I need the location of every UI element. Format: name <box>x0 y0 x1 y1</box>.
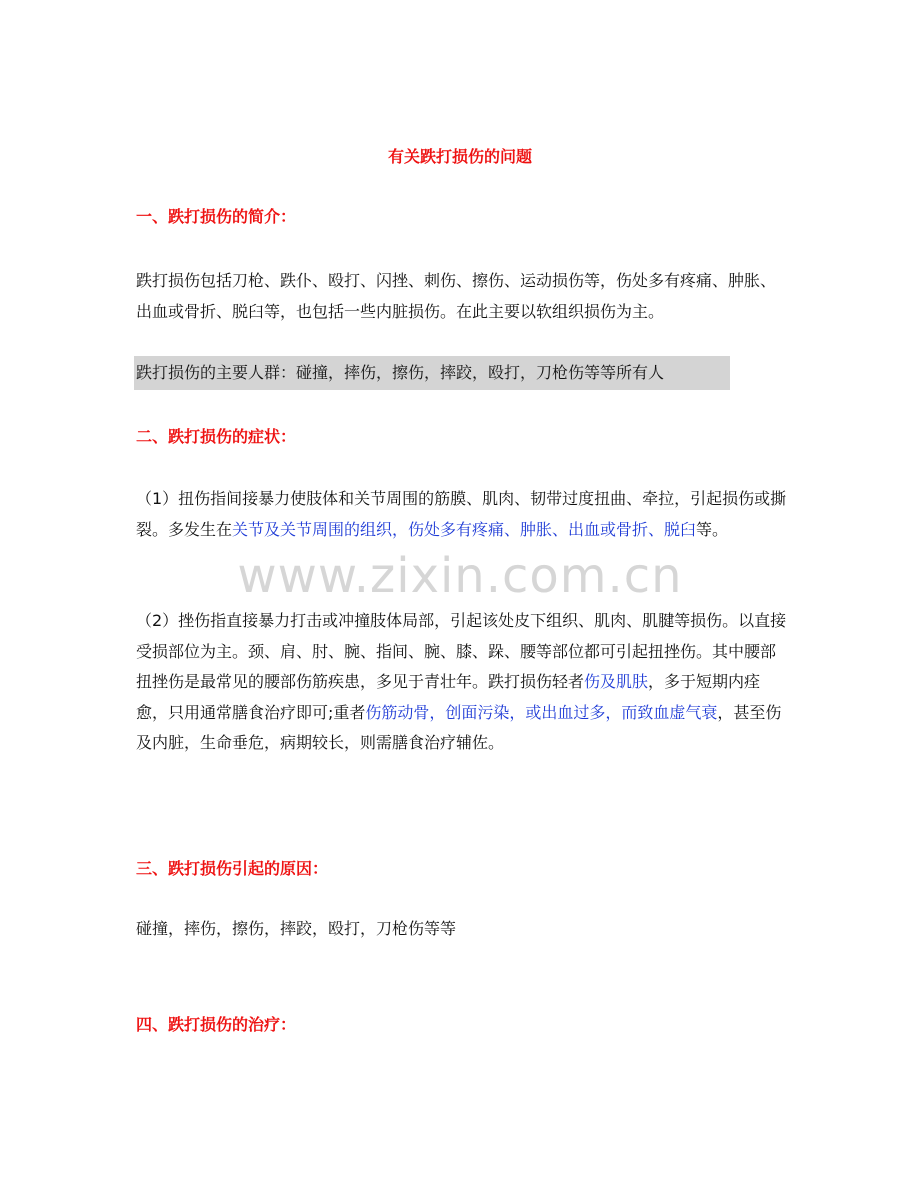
highlighted-crowd-line: 跌打损伤的主要人群：碰撞，摔伤，擦伤，摔跤，殴打，刀枪伤等等所有人 <box>134 356 730 390</box>
section-heading-causes: 三、跌打损伤引起的原因： <box>136 859 329 878</box>
contusion-paragraph <box>136 606 790 759</box>
sprain-text: （1）扭伤指间接暴力使肢体和关节周围的筋膜、肌肉、韧带过度扭曲、牵拉，引起损伤或撕裂。多发生在 <box>136 489 787 539</box>
sprain-text-end: 等。 <box>696 519 729 539</box>
contusion-highlight-mild: 伤及肌肤 <box>584 672 649 691</box>
causes-text: 碰撞，摔伤，擦伤，摔跤，殴打，刀枪伤等等 <box>136 919 457 938</box>
watermark: www.zixin.com.cn <box>237 548 683 604</box>
section-heading-symptoms: 二、跌打损伤的症状： <box>136 427 297 446</box>
sprain-paragraph <box>136 484 790 545</box>
contusion-highlight-severe: 伤筋动骨，创面污染，或出血过多，而致血虚气衰 <box>365 702 718 722</box>
sprain-highlight-text: 关节及关节周围的组织，伤处多有疼痛、肿胀、出血或骨折、脱臼 <box>232 519 697 539</box>
section-heading-intro: 一、跌打损伤的简介： <box>136 207 297 226</box>
contusion-text: （2）挫伤指直接暴力打击或冲撞肢体局部，引起该处皮下组织、肌肉、肌腱等损伤。以直接受损部位为主。颈、肩、肘、腕、指间、腕、膝、跺、腰等部位都可引起扭挫伤。其中腰部扭挫伤是最常见的腰部伤筋疾患，多见于青壮年。跌打损伤轻者 <box>136 611 787 691</box>
contusion-text-end: ，甚至伤及内脏，生命垂危，病期较长，则需膳食治疗辅佐。 <box>136 702 782 752</box>
page-title: 有关跌打损伤的问题 <box>387 147 532 166</box>
intro-paragraph: 跌打损伤包括刀枪、跌仆、殴打、闪挫、刺伤、擦伤、运动损伤等，伤处多有疼痛、肿胀、出血或骨折、脱臼等，也包括一些内脏损伤。在此主要以软组织损伤为主。 <box>136 271 777 321</box>
section-heading-treatment: 四、跌打损伤的治疗： <box>136 1015 297 1034</box>
contusion-text-mid: ，多于短期内痊愈，只用通常膳食治疗即可;重者 <box>136 672 761 722</box>
